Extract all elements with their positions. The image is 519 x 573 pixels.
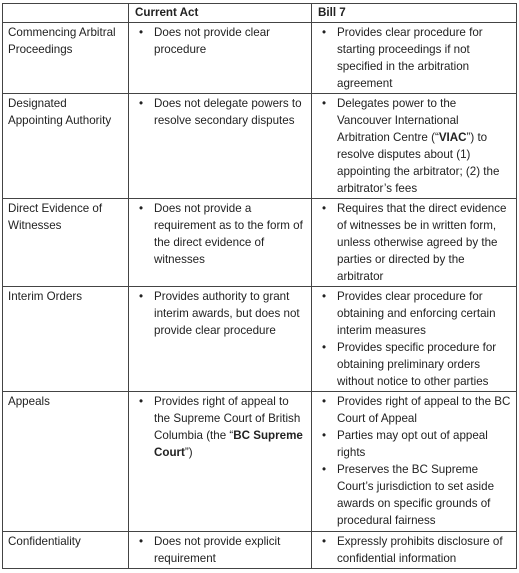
list-item — [317, 24, 512, 92]
header-bill-7: Bill 7 — [312, 4, 517, 23]
bullet-icon: • — [321, 535, 327, 548]
row-topic: Commencing Arbitral Proceedings — [3, 23, 129, 94]
list-item — [317, 339, 512, 390]
defined-term: VIAC — [438, 131, 467, 144]
list-item — [134, 24, 307, 58]
item-text: Provides right of appeal to the BC Court of Appeal — [337, 395, 511, 425]
current-act-cell — [129, 199, 312, 287]
bill-7-cell — [312, 94, 517, 199]
item-text: Preserves the BC Supreme Court’s jurisdiction to set aside awards on specific grounds of procedural fairness — [337, 463, 495, 527]
header-row — [3, 4, 517, 23]
row-topic: Appeals — [3, 392, 129, 532]
defined-term: BC Supreme Court — [154, 429, 303, 459]
item-text: ”) — [184, 446, 193, 459]
item-text: Provides specific procedure for obtaining preliminary orders without notice to other parties — [337, 341, 497, 388]
bill-7-cell — [312, 392, 517, 532]
item-text: Delegates power to the Vancouver International Arbitration Centre (“ — [337, 97, 459, 144]
bullet-icon: • — [321, 26, 327, 39]
bullet-icon: • — [138, 26, 144, 39]
list-item — [134, 533, 307, 567]
item-text: Does not provide clear procedure — [154, 26, 270, 56]
list-item — [317, 288, 512, 339]
table-row-commencing — [3, 23, 517, 94]
list-item — [317, 200, 512, 285]
bullet-icon: • — [321, 202, 327, 215]
item-text: ”) to resolve disputes about (1) appointing the arbitrator; (2) the arbitrator’s fees — [337, 131, 500, 195]
list-item — [134, 95, 307, 129]
bullet-icon: • — [321, 97, 327, 110]
item-text: Requires that the direct evidence of witnesses be in written form, unless otherwise agreed by the parties or directed by the arbitrator — [337, 202, 507, 283]
item-text: Provides authority to grant interim awards, but does not provide clear procedure — [154, 290, 300, 337]
row-topic: Designated Appointing Authority — [3, 94, 129, 199]
list-item — [317, 95, 512, 197]
bullet-icon: • — [138, 290, 144, 303]
item-text: Provides right of appeal to the Supreme Court of British Columbia (the “ — [154, 395, 301, 442]
bill-7-cell — [312, 199, 517, 287]
table-row-interim-orders — [3, 287, 517, 392]
bullet-icon: • — [321, 429, 327, 442]
table-row-confidentiality — [3, 532, 517, 569]
item-text: Expressly prohibits disclosure of confidential information — [337, 535, 503, 565]
bullet-icon: • — [321, 395, 327, 408]
list-item — [317, 393, 512, 427]
bullet-icon: • — [138, 202, 144, 215]
current-act-cell — [129, 532, 312, 569]
current-act-cell — [129, 287, 312, 392]
item-text: Provides clear procedure for starting proceedings if not specified in the arbitration agreement — [337, 26, 483, 90]
bullet-icon: • — [138, 535, 144, 548]
list-item — [134, 288, 307, 339]
bill-7-cell — [312, 287, 517, 392]
bullet-icon: • — [321, 290, 327, 303]
row-topic: Direct Evidence of Witnesses — [3, 199, 129, 287]
list-item — [134, 393, 307, 461]
bullet-icon: • — [321, 341, 327, 354]
item-text: Does not delegate powers to resolve secondary disputes — [154, 97, 302, 127]
table-row-direct-evidence — [3, 199, 517, 287]
bill-7-cell — [312, 23, 517, 94]
row-topic: Confidentiality — [3, 532, 129, 569]
list-item — [134, 200, 307, 268]
item-text: Does not provide a requirement as to the form of the direct evidence of witnesses — [154, 202, 303, 266]
item-text: Does not provide explicit requirement — [154, 535, 281, 565]
bullet-icon: • — [138, 395, 144, 408]
list-item — [317, 427, 512, 461]
current-act-cell — [129, 94, 312, 199]
current-act-cell — [129, 23, 312, 94]
bullet-icon: • — [321, 463, 327, 476]
row-topic: Interim Orders — [3, 287, 129, 392]
header-topic — [3, 4, 129, 23]
table-row-appointing-authority — [3, 94, 517, 199]
bullet-icon: • — [138, 97, 144, 110]
current-act-cell — [129, 392, 312, 532]
header-current-act: Current Act — [129, 4, 312, 23]
item-text: Parties may opt out of appeal rights — [337, 429, 488, 459]
comparison-table — [2, 3, 517, 569]
list-item — [317, 461, 512, 529]
list-item — [317, 533, 512, 567]
table-row-appeals — [3, 392, 517, 532]
bill-7-cell — [312, 532, 517, 569]
item-text: Provides clear procedure for obtaining and enforcing certain interim measures — [337, 290, 496, 337]
